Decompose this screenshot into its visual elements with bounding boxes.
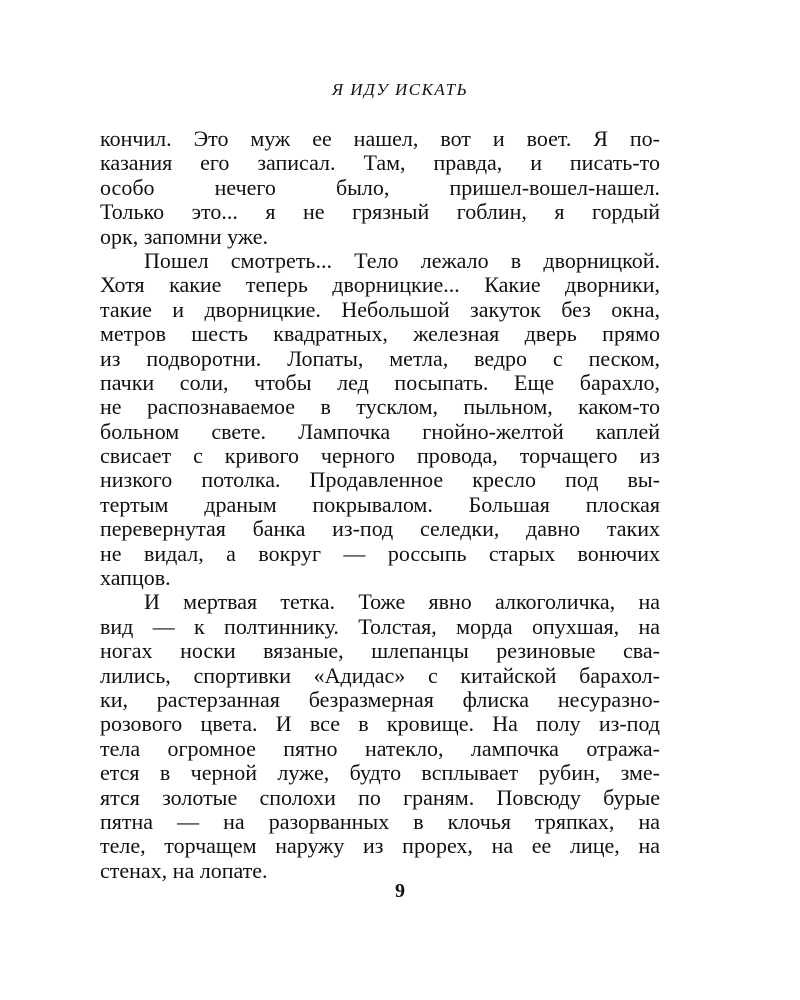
body-text bbox=[100, 127, 660, 883]
text-line: ятся золотые сполохи по граням. Повсюду бурые bbox=[100, 784, 660, 810]
text-line: вид — к полтиннику. Толстая, морда опухшая, на bbox=[100, 613, 660, 639]
text-line: Пошел смотреть... Тело лежало в дворницкой. bbox=[144, 247, 660, 273]
text-line: перевернутая банка из-под селедки, давно таких bbox=[100, 516, 660, 542]
text-line: казания его записал. Там, правда, и писать-то bbox=[100, 150, 660, 176]
text-line: Хотя какие теперь дворницкие... Какие дворники, bbox=[100, 272, 660, 298]
text-line: пятна — на разорванных в клочья тряпках, на bbox=[100, 808, 660, 834]
text-line: свисает с кривого черного провода, торчащего из bbox=[100, 443, 660, 469]
text-line: низкого потолка. Продавленное кресло под вы- bbox=[100, 467, 660, 493]
text-line: розового цвета. И все в кровище. На полу из-под bbox=[100, 711, 660, 737]
text-line: стенах, на лопате. bbox=[100, 857, 268, 883]
text-line: кончил. Это муж ее нашел, вот и воет. Я по- bbox=[100, 126, 660, 151]
text-line: не видал, а вокруг — россыпь старых вонючих bbox=[100, 540, 660, 566]
text-line: тела огромное пятно натекло, лампочка отража- bbox=[100, 735, 660, 761]
text-line: орк, запомни уже. bbox=[100, 223, 269, 249]
text-line: теле, торчащем наружу из прорех, на ее лице, на bbox=[100, 833, 660, 859]
page-number: 9 bbox=[395, 880, 405, 902]
text-line: больном свете. Лампочка гнойно-желтой каплей bbox=[100, 418, 660, 444]
text-line: ногах носки вязаные, шлепанцы резиновые сва- bbox=[100, 638, 660, 664]
text-line: особо нечего было, пришел-вошел-нашел. bbox=[100, 174, 660, 200]
text-line: тертым драным покрывалом. Большая плоская bbox=[100, 491, 660, 517]
text-line: ется в черной луже, будто всплывает рубин, зме- bbox=[100, 760, 660, 786]
running-header: Я ИДУ ИСКАТЬ bbox=[331, 80, 469, 99]
text-line: из подворотни. Лопаты, метла, ведро с песком, bbox=[100, 345, 660, 371]
text-line: метров шесть квадратных, железная дверь прямо bbox=[100, 321, 660, 347]
text-line: Только это... я не грязный гоблин, я гордый bbox=[100, 199, 660, 225]
text-line: хапцов. bbox=[100, 565, 171, 591]
text-line: И мертвая тетка. Тоже явно алкоголичка, на bbox=[144, 589, 660, 615]
text-line: не распознаваемое в тусклом, пыльном, каком-то bbox=[100, 394, 660, 420]
text-line: ки, растерзанная безразмерная флиска несуразно- bbox=[100, 686, 660, 712]
text-line: лились, спортивки «Адидас» с китайской барахол- bbox=[100, 662, 660, 688]
text-line: пачки соли, чтобы лед посыпать. Еще барахло, bbox=[100, 369, 660, 395]
text-line: такие и дворницкие. Небольшой закуток без окна, bbox=[100, 296, 660, 322]
